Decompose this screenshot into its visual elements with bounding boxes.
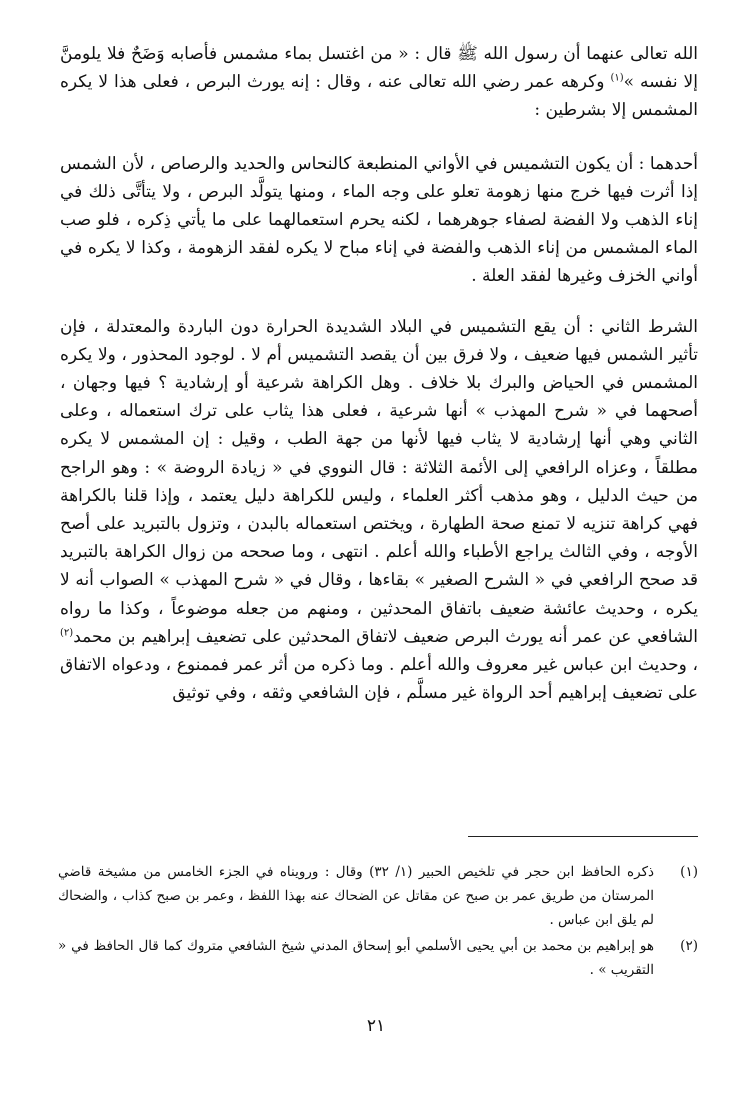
footnote-text: هو إبراهيم بن محمد بن أبي يحيى الأسلمي أبو إسحاق المدني شيخ الشافعي متروك كما قال الحافظ في « التقريب » . xyxy=(58,938,654,978)
footnote-number: (١) xyxy=(680,864,698,880)
first-condition-paragraph: أحدهما : أن يكون التشميس في الأواني المنطبعة كالنحاس والحديد والرصاص ، لأن الشمس إذا أثرت فيها خرج منها زهومة تعلو على وجه الماء ، ومنها يتولَّد البرص ، ولا يتأتَّى ذلك في إناء الذهب ولا الفضة لصفاء جوهرهما ، لكنه يحرم استعمالهما على ما يأتي ذِكره ، فلو صب الماء المشمس من إناء الذهب والفضة في إناء مباح لا يكره لفقد الزهومة ، وكذا لا يكره في أواني الخزف وغيرها لفقد العلة . xyxy=(60,153,698,287)
second-condition-paragraph xyxy=(60,313,698,708)
opening-paragraph xyxy=(60,40,698,125)
footnotes xyxy=(58,860,698,984)
footnote-reference-2[interactable]: (٢) xyxy=(60,627,74,639)
second-condition-text-start: الشرط الثاني : أن يقع التشميس في البلاد الشديدة الحرارة دون الباردة والمعتدلة ، فإن تأثير الشمس فيها ضعيف ، ولا فرق بين أن يقصد التشميس أم لا . لوجود المحذور ، ولا يكره المشمس في الحياض والبرك بلا خلاف . وهل الكراهة شرعية أو إرشادية ؟ فيها وجهان ، أصحهما في « شرح المهذب » أنها شرعية ، فعلى هذا يثاب على ترك استعماله ، وعلى الثاني وهي أنها إرشادية لا يثاب فيها لأنها من جهة الطب ، وقيل : إن المشمس لا يكره مطلقاً ، وعزاه الرافعي إلى الأئمة الثلاثة : قال النووي في « زيادة الروضة » : وهو الراجح من حيث الدليل ، وهو مذهب أكثر العلماء ، وليس للكراهة دليل يعتمد ، وإذا قلنا بالكراهة فهي كراهة تنزيه لا تمنع صحة الطهارة ، ويختص استعماله بالبدن ، وتزول بالتبريد على أصح الأوجه ، وفي الثالث يراجع الأطباء والله أعلم . انتهى ، وما صححه من زوال الكراهة بالتبريد قد صحح الرافعي في « الشرح الصغير » بقاءها ، وقال في « شرح المهذب » الصواب أنه لا يكره ، وحديث عائشة ضعيف باتفاق المحدثين ، ومنهم من جعله موضوعاً ، وكذا ما رواه الشافعي عن عمر أنه يورث البرص ضعيف لاتفاق المحدثين على تضعيف إبراهيم بن محمد xyxy=(60,316,698,647)
footnote-text: ذكره الحافظ ابن حجر في تلخيص الحبير (١/ ٣٢) وقال : ورويناه في الجزء الخامس من مشيخة قاضي المرستان من طريق عمر بن صبح عن مقاتل عن الضحاك عنه بهذا اللفظ ، وعمر بن صبح كذاب ، والضحاك لم يلق ابن عباس . xyxy=(58,864,655,928)
footnote-reference-1[interactable]: (١) xyxy=(610,72,624,84)
footnote-number: (٢) xyxy=(680,938,698,954)
footnote-separator xyxy=(468,836,698,837)
second-condition-text-end: ، وحديث ابن عباس غير معروف والله أعلم . وما ذكره من أثر عمر فممنوع ، ودعواه الاتفاق على تضعيف إبراهيم أحد الرواة غير مسلَّم ، فإن الشافعي وثقه ، وفي توثيق xyxy=(60,655,698,704)
opening-text-start: الله تعالى عنهما أن رسول الله ﷺ قال : « من اغتسل بماء مشمس فأصابه وَضَحٌ فلا يلومنَّ إلا نفسه » xyxy=(60,44,698,93)
opening-text-end: وكرهه عمر رضي الله تعالى عنه ، وقال : إنه يورث البرص ، فعلى هذا لا يكره المشمس إلا بشرطين : xyxy=(60,72,698,121)
footnote-1 xyxy=(58,860,698,932)
footnote-2 xyxy=(58,934,698,982)
page-number: ٢١ xyxy=(366,1016,386,1036)
main-text xyxy=(60,40,698,707)
